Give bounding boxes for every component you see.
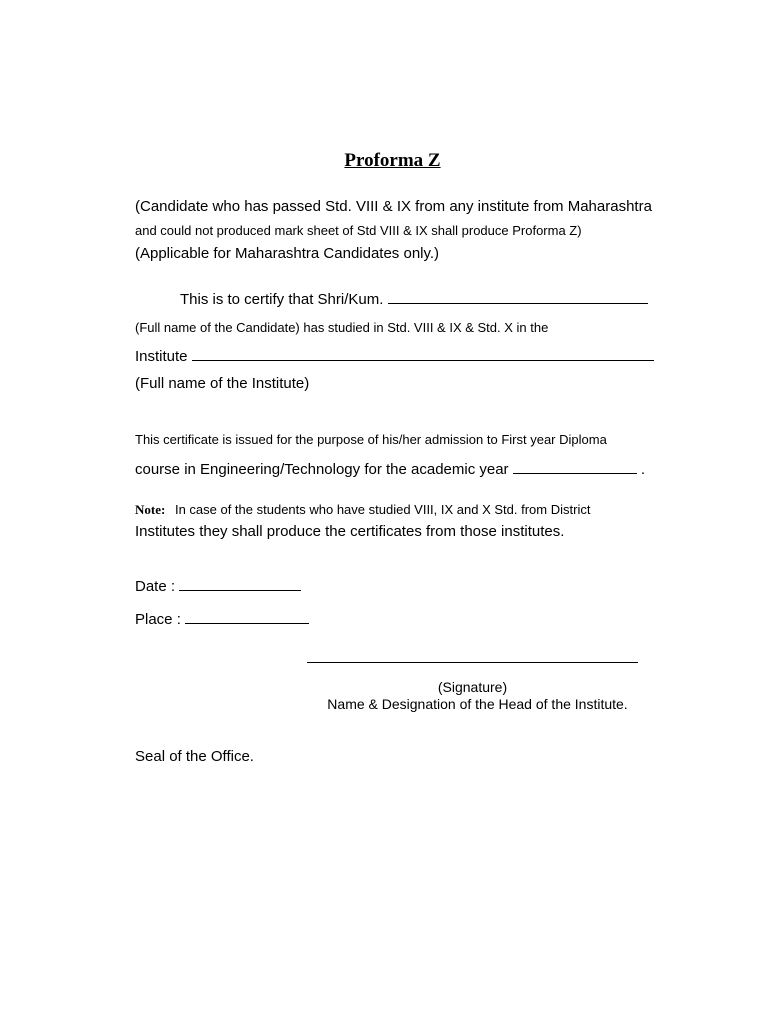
academic-year-blank[interactable] bbox=[513, 460, 637, 474]
institute-name-blank[interactable] bbox=[192, 347, 654, 361]
signature-label: (Signature) bbox=[437, 679, 508, 695]
place-label: Place : bbox=[135, 611, 181, 628]
place-field bbox=[135, 610, 309, 628]
note-label: Note: bbox=[135, 502, 166, 517]
fullname-note: (Full name of the Candidate) has studied in Std. VIII & IX & Std. X in the bbox=[135, 320, 549, 335]
place-blank[interactable] bbox=[185, 610, 309, 624]
purpose-period: . bbox=[640, 461, 646, 478]
note-line-2: Institutes they shall produce the certificates from those institutes. bbox=[135, 523, 565, 540]
seal-text: Seal of the Office. bbox=[135, 748, 254, 765]
document-title: Proforma Z bbox=[344, 150, 441, 171]
purpose-text: course in Engineering/Technology for the academic year bbox=[135, 461, 509, 478]
purpose-line-2 bbox=[135, 460, 645, 478]
purpose-line-1: This certificate is issued for the purpose of his/her admission to First year Diploma bbox=[135, 432, 607, 447]
intro-line-3: (Applicable for Maharashtra Candidates only.) bbox=[135, 245, 440, 262]
institute-line bbox=[135, 347, 654, 365]
head-designation: Name & Designation of the Head of the Institute. bbox=[327, 696, 628, 712]
candidate-name-blank[interactable] bbox=[388, 290, 648, 304]
institute-label: Institute bbox=[135, 348, 188, 365]
certify-line bbox=[180, 290, 648, 308]
signature-line[interactable] bbox=[307, 662, 638, 663]
intro-line-1: (Candidate who has passed Std. VIII & IX from any institute from Maharashtra bbox=[135, 198, 652, 215]
note-text: In case of the students who have studied VIII, IX and X Std. from District bbox=[174, 502, 591, 517]
date-label: Date : bbox=[135, 578, 176, 595]
date-blank[interactable] bbox=[179, 577, 301, 591]
certify-prefix: This is to certify that Shri/Kum. bbox=[180, 291, 384, 308]
note-line-1 bbox=[135, 502, 590, 518]
institute-note: (Full name of the Institute) bbox=[135, 375, 310, 392]
date-field bbox=[135, 577, 301, 595]
intro-line-2: and could not produced mark sheet of Std VIII & IX shall produce Proforma Z) bbox=[135, 223, 582, 238]
